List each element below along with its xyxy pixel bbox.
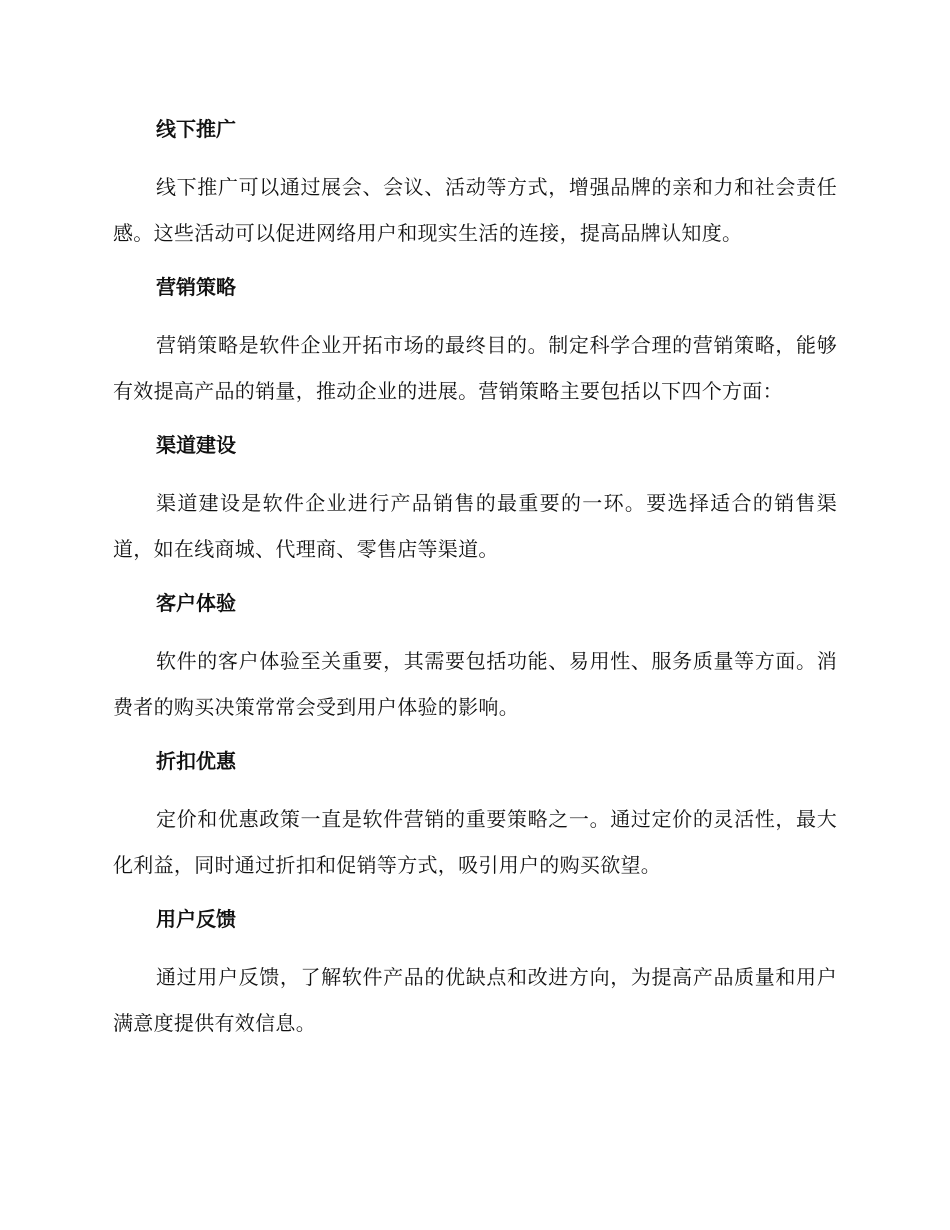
section-paragraph: 营销策略是软件企业开拓市场的最终目的。制定科学合理的营销策略，能够有效提高产品的销量，推动企业的进展。营销策略主要包括以下四个方面： bbox=[113, 333, 837, 403]
section-marketing-strategy bbox=[113, 271, 837, 429]
section-heading: 线下推广 bbox=[156, 117, 236, 141]
section-paragraph: 渠道建设是软件企业进行产品销售的最重要的一环。要选择适合的销售渠道，如在线商城、代理商、零售店等渠道。 bbox=[113, 491, 837, 561]
section-paragraph: 软件的客户体验至关重要，其需要包括功能、易用性、服务质量等方面。消费者的购买决策常常会受到用户体验的影响。 bbox=[113, 649, 837, 719]
section-paragraph: 定价和优惠政策一直是软件营销的重要策略之一。通过定价的灵活性，最大化利益，同时通过折扣和促销等方式，吸引用户的购买欲望。 bbox=[113, 807, 837, 877]
section-paragraph: 通过用户反馈，了解软件产品的优缺点和改进方向，为提高产品质量和用户满意度提供有效信息。 bbox=[113, 965, 837, 1035]
section-paragraph: 线下推广可以通过展会、会议、活动等方式，增强品牌的亲和力和社会责任感。这些活动可以促进网络用户和现实生活的连接，提高品牌认知度。 bbox=[113, 175, 837, 245]
section-heading: 渠道建设 bbox=[156, 433, 236, 457]
section-heading: 用户反馈 bbox=[156, 907, 236, 931]
section-heading: 客户体验 bbox=[156, 591, 236, 615]
section-channel-building bbox=[113, 429, 837, 587]
document-body bbox=[113, 113, 837, 1046]
section-user-feedback bbox=[113, 903, 837, 1046]
section-customer-experience bbox=[113, 587, 837, 745]
section-heading: 折扣优惠 bbox=[156, 749, 236, 773]
section-offline-promotion bbox=[113, 113, 837, 271]
section-heading: 营销策略 bbox=[156, 275, 236, 299]
section-discounts bbox=[113, 745, 837, 903]
